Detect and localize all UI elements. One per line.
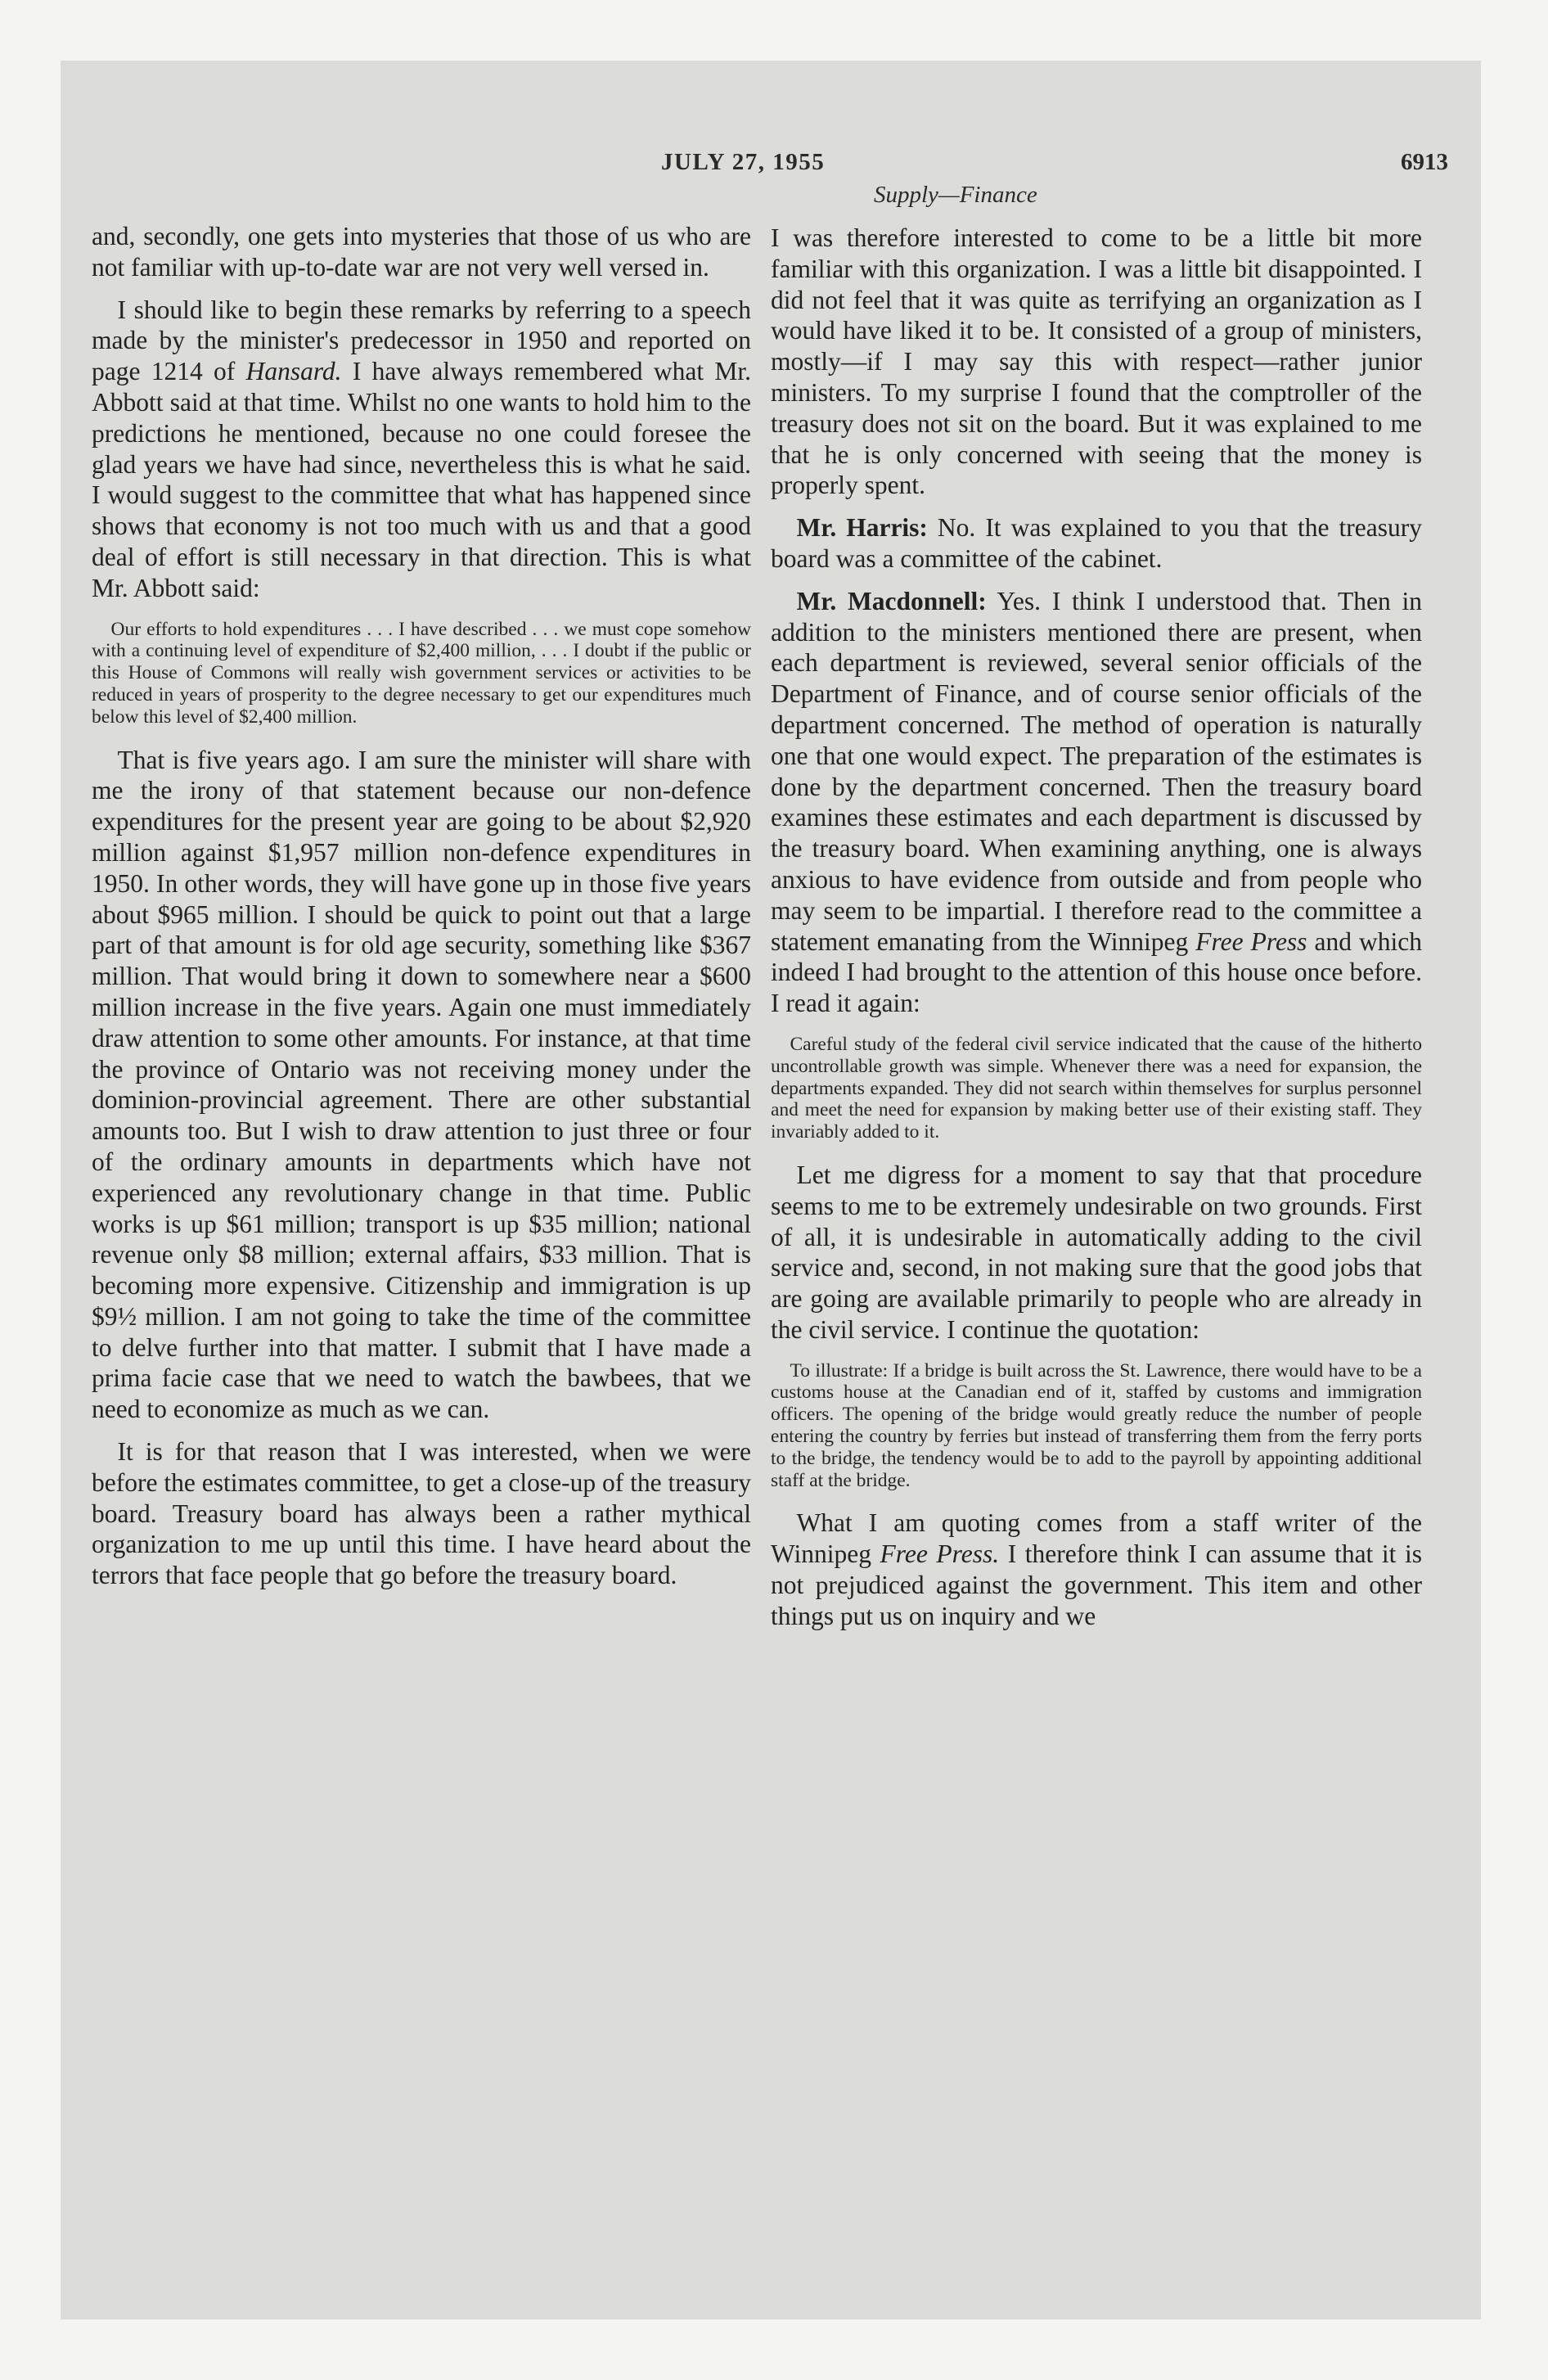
block-quote: Our efforts to hold expenditures . . . I have described . . . we must cope somehow with a continuing level of expenditure of $2,400 million, . . . I doubt if the public or this House of Commons will really wish government services or activities to be reduced in years of prosperity to the degree necessary to get our expenditures much below this level of $2,400 million. <box>92 618 751 728</box>
text-run: I therefore think I can assume that it is not prejudiced against the government. This item and other things put us on inquiry and we <box>771 1539 1422 1630</box>
paragraph <box>92 295 751 604</box>
text-run: I have always remembered what Mr. Abbott said at that time. Whilst no one wants to hold him to the predictions he mentioned, because no one could foresee the glad years we have had since, nevertheless this is what he said. I would suggest to the committee that what has happened since shows that economy is not too much with us and that a good deal of effort is still necessary in that direction. This is what Mr. Abbott said: <box>92 357 751 602</box>
page-number: 6913 <box>1401 149 1448 175</box>
newspaper-title: Free Press <box>1195 926 1307 956</box>
text-run: I should like to begin these remarks by referring to a speech made by the minister's predecessor in 1950 and reported on page 1214 of <box>92 295 751 386</box>
page-date: JULY 27, 1955 <box>661 149 826 175</box>
speaker-name: Mr. Harris: <box>796 513 928 543</box>
paragraph <box>771 586 1422 1019</box>
paragraph: I was therefore interested to come to be a little bit more familiar with this organization. I was a little bit disappointed. I did not feel that it was quite as terrifying an organization as I would have liked it to be. It consisted of a group of ministers, mostly—if I may say this with respect—rather junior ministers. To my surprise I found that the comptroller of the treasury does not sit on the board. But it was explained to me that he is only concerned with seeing that the money is properly spent. <box>771 223 1422 500</box>
text-run: What I am quoting comes from a staff writer of the Winnipeg <box>771 1508 1422 1569</box>
speaker-name: Mr. Macdonnell: <box>796 586 987 615</box>
paragraph: and, secondly, one gets into mysteries that those of us who are not familiar with up-to-date war are not very well versed in. <box>92 222 751 282</box>
hansard-title: Hansard. <box>245 357 342 386</box>
paragraph: It is for that reason that I was interested, when we were before the estimates committee, to get a close-up of the treasury board. Treasury board has always been a rather mythical organization to me up until this time. I have heard about the terrors that face people that go before the treasury board. <box>92 1437 751 1590</box>
paragraph <box>771 512 1422 575</box>
block-quote: Careful study of the federal civil service indicated that the cause of the hitherto uncontrollable growth was simple. Whenever there was a need for expansion, the departments expanded. They did not search within themselves for surplus personnel and meet the need for expansion by making better use of their existing staff. They invariably added to it. <box>771 1033 1422 1143</box>
paragraph: That is five years ago. I am sure the minister will share with me the irony of that statement because our non-defence expenditures for the present year are going to be about $2,920 million against $1,957 million non-defence expenditures in 1950. In other words, they will have gone up in those five years about $965 million. I should be quick to point out that a large part of that amount is for old age security, something like $367 million. That would bring it down to somewhere near a $600 million increase in the five years. Again one must immediately draw attention to some other amounts. For instance, at that time the province of Ontario was not receiving money under the dominion-provincial agreement. There are other substantial amounts too. But I wish to draw attention to just three or four of the ordinary amounts in departments which have not experienced any revolutionary change in that time. Public works is up $61 million; transport is up $35 million; national revenue only $8 million; external affairs, $33 million. That is becoming more expensive. Citizenship and immigration is up $9½ million. I am not going to take the time of the committee to delve further into that matter. I submit that I have made a prima facie case that we need to watch the bawbees, that we need to economize as much as we can. <box>92 745 751 1424</box>
paragraph <box>771 1508 1422 1631</box>
text-run: No. It was explained to you that the treasury board was a committee of the cabinet. <box>771 513 1422 573</box>
paragraph: Let me digress for a moment to say that that procedure seems to me to be extremely undesirable on two grounds. First of all, it is undesirable in automatically adding to the civil service and, second, in not making sure that the good jobs that are going are available primarily to people who are already in the civil service. I continue the quotation: <box>771 1160 1422 1344</box>
newspaper-title: Free Press. <box>880 1539 1000 1569</box>
text-run: and which indeed I had brought to the attention of this house once before. I read it again: <box>771 926 1422 1018</box>
right-column <box>771 223 1422 1632</box>
text-run: Yes. I think I understood that. Then in addition to the ministers mentioned there are present, when each department is reviewed, several senior officials of the Department of Finance, and of course senior officials of the department concerned. The method of operation is naturally one that one would expect. The preparation of the estimates is done by the department concerned. Then the treasury board examines these estimates and each department is discussed by the treasury board. When examining anything, one is always anxious to have evidence from outside and from people who may seem to be impartial. I therefore read to the committee a statement emanating from the Winnipeg <box>771 586 1422 956</box>
block-quote: To illustrate: If a bridge is built across the St. Lawrence, there would have to be a customs house at the Canadian end of it, staffed by customs and immigration officers. The opening of the bridge would greatly reduce the number of people entering the country by ferries but instead of transferring them from the ferry ports to the bridge, the tendency would be to add to the payroll by appointing additional staff at the bridge. <box>771 1359 1422 1491</box>
left-column <box>92 221 751 1591</box>
section-heading: Supply—Finance <box>874 182 1037 208</box>
